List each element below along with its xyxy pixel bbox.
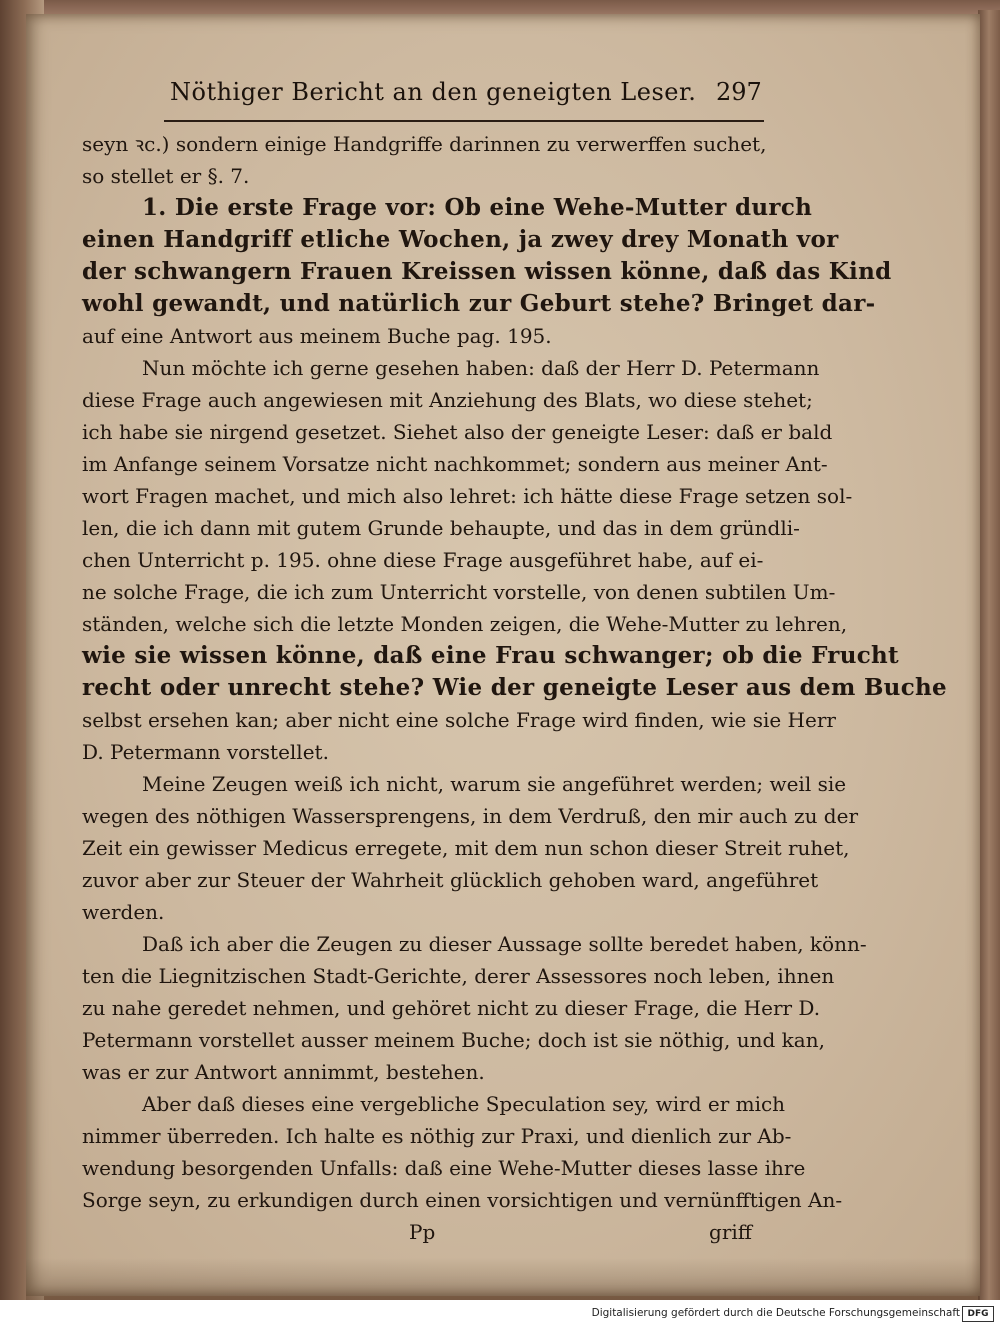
text-line: Zeit ein gewisser Medicus erregete, mit dem nun schon dieser Streit ruhet, xyxy=(82,836,850,860)
running-head: Nöthiger Bericht an den geneigten Leser. xyxy=(170,78,697,106)
catchword: griff xyxy=(709,1220,752,1244)
header-rule xyxy=(164,120,764,122)
text-line: auf eine Antwort aus meinem Buche pag. 195. xyxy=(82,324,552,348)
text-line: wohl gewandt, und natürlich zur Geburt stehe? Bringet dar- xyxy=(82,290,876,317)
page-number: 297 xyxy=(716,78,762,106)
text-line: chen Unterricht p. 195. ohne diese Frage ausgeführet habe, auf ei- xyxy=(82,548,764,572)
text-line: Sorge seyn, zu erkundigen durch einen vorsichtigen und vernünfftigen An- xyxy=(82,1188,843,1212)
page-shadow xyxy=(26,1258,980,1300)
text-line: Aber daß dieses eine vergebliche Speculation sey, wird er mich xyxy=(142,1092,786,1116)
text-line: Daß ich aber die Zeugen zu dieser Aussage sollte beredet haben, könn- xyxy=(142,932,867,956)
text-line: ten die Liegnitzischen Stadt-Gerichte, derer Assessores noch leben, ihnen xyxy=(82,964,835,988)
signature-mark: Pp xyxy=(409,1220,436,1244)
text-line: D. Petermann vorstellet. xyxy=(82,740,329,764)
text-line: recht oder unrecht stehe? Wie der geneigte Leser aus dem Buche xyxy=(82,674,947,701)
text-line: ich habe sie nirgend gesetzet. Siehet also der geneigte Leser: daß er bald xyxy=(82,420,833,444)
text-line: ständen, welche sich die letzte Monden zeigen, die Wehe-Mutter zu lehren, xyxy=(82,612,848,636)
page-footer xyxy=(82,1216,772,1248)
text-line: wegen des nöthigen Wassersprengens, in dem Verdruß, den mir auch zu der xyxy=(82,804,859,828)
book-right-edge xyxy=(978,10,1000,1300)
text-line: wort Fragen machet, und mich also lehret: ich hätte diese Frage setzen sol- xyxy=(82,484,853,508)
text-line: werden. xyxy=(82,900,165,924)
text-line: wendung besorgenden Unfalls: daß eine Wehe-Mutter dieses lasse ihre xyxy=(82,1156,806,1180)
text-line: 1. Die erste Frage vor: Ob eine Wehe-Mutter durch xyxy=(142,194,813,221)
dfg-credit-text: Digitalisierung gefördert durch die Deutsche Forschungsgemeinschaft xyxy=(591,1307,960,1319)
text-line: so stellet er §. 7. xyxy=(82,164,250,188)
text-line: zuvor aber zur Steuer der Wahrheit glücklich gehoben ward, angeführet xyxy=(82,868,819,892)
text-line: len, die ich dann mit gutem Grunde behaupte, und das in dem gründli- xyxy=(82,516,800,540)
text-line: seyn ꝛc.) sondern einige Handgriffe darinnen zu verwerffen suchet, xyxy=(82,132,767,156)
credit-bar xyxy=(0,1300,1000,1326)
text-line: selbst ersehen kan; aber nicht eine solche Frage wird finden, wie sie Herr xyxy=(82,708,836,732)
text-line: was er zur Antwort annimmt, bestehen. xyxy=(82,1060,485,1084)
text-line: Nun möchte ich gerne gesehen haben: daß der Herr D. Petermann xyxy=(142,356,820,380)
text-line: im Anfange seinem Vorsatze nicht nachkommet; sondern aus meiner Ant- xyxy=(82,452,828,476)
page-header xyxy=(170,78,770,118)
text-line: einen Handgriff etliche Wochen, ja zwey drey Monath vor xyxy=(82,226,839,253)
text-line: zu nahe geredet nehmen, und gehöret nicht zu dieser Frage, die Herr D. xyxy=(82,996,821,1020)
text-line: ne solche Frage, die ich zum Unterricht vorstelle, von denen subtilen Um- xyxy=(82,580,836,604)
text-line: Meine Zeugen weiß ich nicht, warum sie angeführet werden; weil sie xyxy=(142,772,847,796)
text-line: diese Frage auch angewiesen mit Anziehung des Blats, wo diese stehet; xyxy=(82,388,813,412)
text-line: der schwangern Frauen Kreissen wissen könne, daß das Kind xyxy=(82,258,892,285)
dfg-logo-icon: DFG xyxy=(962,1306,994,1322)
text-line: nimmer überreden. Ich halte es nöthig zur Praxi, und dienlich zur Ab- xyxy=(82,1124,792,1148)
text-line: wie sie wissen könne, daß eine Frau schwanger; ob die Frucht xyxy=(82,642,899,669)
body-text xyxy=(82,128,947,1248)
text-line: Petermann vorstellet ausser meinem Buche; doch ist sie nöthig, und kan, xyxy=(82,1028,825,1052)
